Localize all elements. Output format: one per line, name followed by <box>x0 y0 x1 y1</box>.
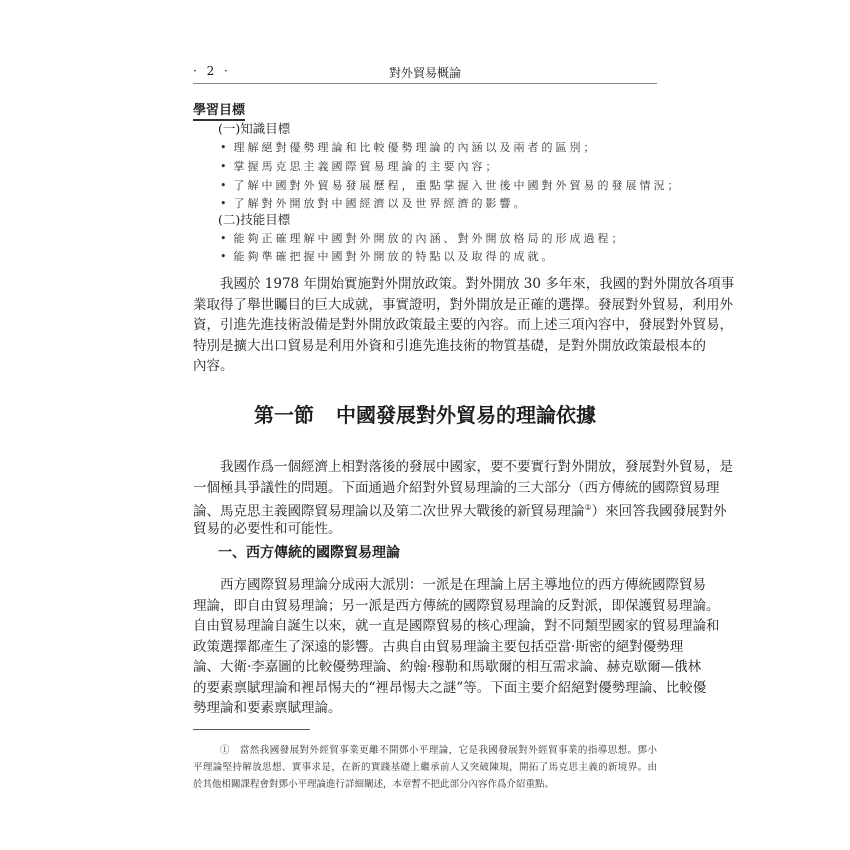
footnote-line: 平理論堅持解放思想、實事求是，在新的實踐基礎上繼承前人又突破陳規，開拓了馬克思主義的新境界。由 <box>193 762 657 773</box>
text-line: 內容。 <box>193 358 234 374</box>
learning-objectives-heading: 學習目標 <box>193 99 245 121</box>
intro-paragraph <box>193 274 735 377</box>
section-heading: 中國發展對外貿易的理論依據 <box>336 403 596 427</box>
footnote-divider <box>193 729 310 730</box>
text-line: 資，引進先進技術設備是對外開放政策最主要的內容。而上述三項內容中，發展對外貿易， <box>193 317 733 333</box>
section-paragraph <box>193 457 733 539</box>
skill-objectives-label: (二)技能目標 <box>218 212 291 227</box>
footnote-line: 於其他相關課程會對鄧小平理論進行詳細闡述，本章暫不把此部分內容作爲介紹重點。 <box>193 779 555 790</box>
subsection-title: 一、西方傳統的國際貿易理論 <box>218 545 400 561</box>
text-line <box>193 498 727 520</box>
text-line: 我國作爲一個經濟上相對落後的發展中國家，要不要實行對外開放，發展對外貿易，是 <box>220 459 733 475</box>
subsection-paragraph <box>193 575 720 719</box>
text-segment: 論、馬克思主義國際貿易理論以及第二次世界大戰後的新貿易理論 <box>193 503 585 520</box>
page-number: · 2 · <box>193 64 231 78</box>
objective-item: • 了解中國對外貿易發展歷程，重點掌握入世後中國對外貿易的發展情況； <box>220 177 682 193</box>
text-segment: ）來回答我國發展對外 <box>591 503 727 520</box>
footnote-marker[interactable]: ① <box>584 503 592 512</box>
objective-item: • 理解絕對優勢理論和比較優勢理論的內涵以及兩者的區別； <box>220 139 598 155</box>
header-divider <box>193 83 657 84</box>
knowledge-objectives-label: (一)知識目標 <box>218 121 291 136</box>
text-line: 論、大衛·李嘉圖的比較優勢理論、約翰·穆勒和馬歇爾的相互需求論、赫克歇爾—俄林 <box>193 659 702 675</box>
objective-item: • 能夠正確理解中國對外開放的內涵、對外開放格局的形成過程； <box>220 230 626 246</box>
section-title <box>193 399 657 428</box>
section-number: 第一節 <box>254 403 314 427</box>
footnote-line: ① 當然我國發展對外經貿事業更離不開鄧小平理論，它是我國發展對外經貿事業的指導思想。鄧小 <box>220 745 657 756</box>
objective-item: • 能夠準確把握中國對外開放的特點以及取得的成就。 <box>220 248 556 264</box>
text-line: 的要素禀賦理論和裡昂惕夫的“裡昂惕夫之謎”等。下面主要介紹絕對優勢理論、比較優 <box>193 679 707 696</box>
footnote <box>193 742 657 793</box>
text-line: 我國於 1978 年開始實施對外開放政策。對外開放 30 多年來，我國的對外開放各項事 <box>220 276 735 292</box>
text-line: 西方國際貿易理論分成兩大派別：一派是在理論上居主導地位的西方傳統國際貿易 <box>220 577 706 593</box>
text-line: 勢理論和要素禀賦理論。 <box>193 700 342 716</box>
running-header <box>193 64 657 82</box>
objective-item: • 了解對外開放對中國經濟以及世界經濟的影響。 <box>220 195 528 211</box>
book-title: 對外貿易概論 <box>388 66 461 80</box>
text-line: 特別是擴大出口貿易是利用外資和引進先進技術的物質基礎，是對外開放政策最根本的 <box>193 337 706 354</box>
text-line: 政策選擇都產生了深遠的影響。古典自由貿易理論主要包括亞當·斯密的絕對優勢理 <box>193 638 684 655</box>
text-line: 一個極具爭議性的問題。下面通過介紹對外貿易理論的三大部分（西方傳統的國際貿易理 <box>193 479 720 496</box>
text-line: 理論，即自由貿易理論；另一派是西方傳統的國際貿易理論的反對派，即保護貿易理論。 <box>193 597 720 614</box>
text-line: 自由貿易理論自誕生以來，就一直是國際貿易的核心理論，對不同類型國家的貿易理論和 <box>193 618 720 634</box>
objective-item: • 掌握馬克思主義國際貿易理論的主要內容； <box>220 158 500 174</box>
text-line: 業取得了舉世矚目的巨大成就，事實證明，對外開放是正確的選擇。發展對外貿易，利用外 <box>193 296 733 313</box>
text-line: 貿易的必要性和可能性。 <box>193 520 342 537</box>
